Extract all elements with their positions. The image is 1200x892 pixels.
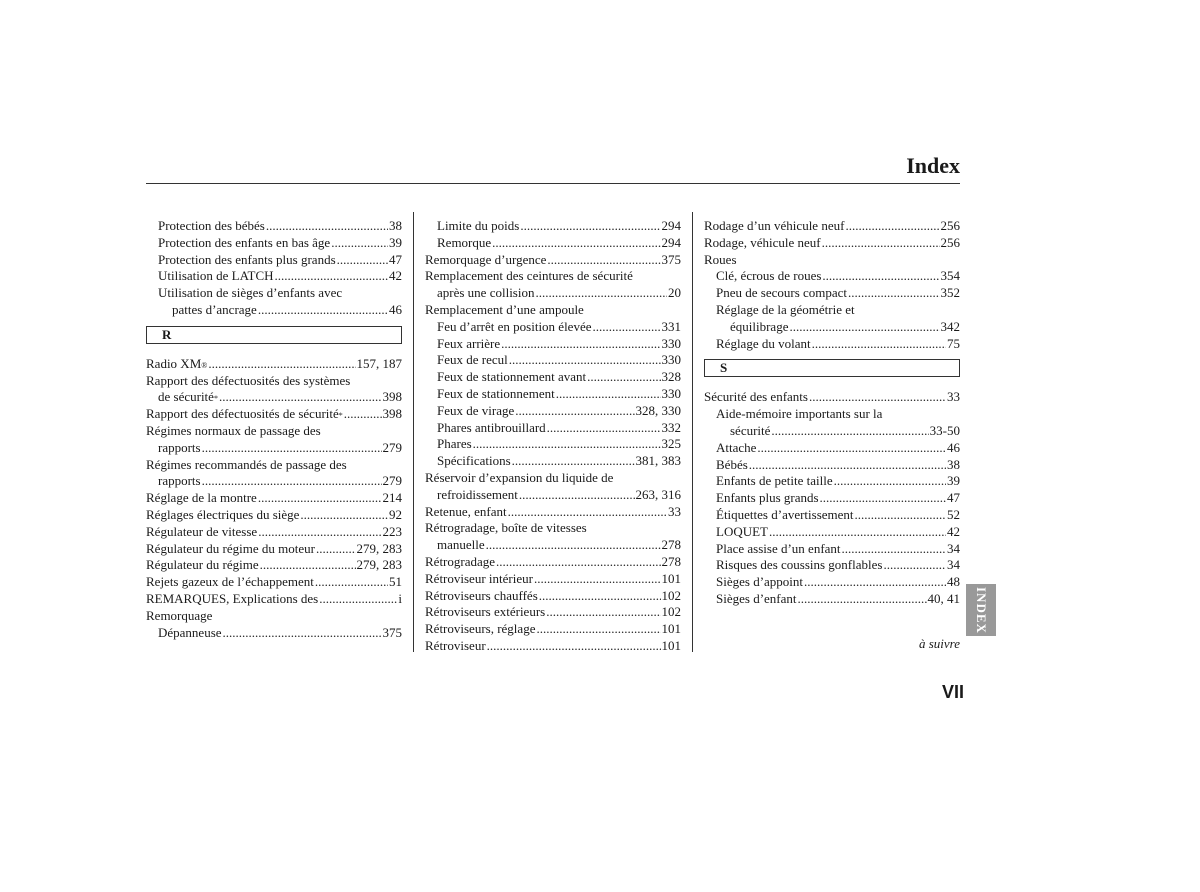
index-entry (146, 302, 402, 319)
page-reference[interactable]: 279, 283 (356, 557, 402, 573)
index-term: Phares antibrouillard (437, 419, 546, 435)
page-reference[interactable]: 34 (947, 557, 960, 573)
page-reference[interactable]: 325 (661, 436, 681, 452)
index-term: après une collision (437, 285, 535, 301)
dot-leader (515, 403, 634, 420)
index-entry (425, 436, 681, 453)
index-entry (704, 541, 960, 558)
index-term: Remorquage (146, 607, 213, 623)
index-entry (146, 268, 402, 285)
index-term: Place assise d’un enfant (716, 540, 841, 556)
dot-leader (316, 541, 356, 558)
index-entry (146, 608, 402, 625)
index-term: refroidissement (437, 486, 518, 502)
page-reference[interactable]: 42 (947, 523, 960, 539)
index-term: Sécurité des enfants (704, 389, 808, 405)
page-reference[interactable]: 33-50 (929, 422, 960, 438)
index-entry (425, 554, 681, 571)
index-entry (704, 406, 960, 423)
page-reference[interactable]: 279 (382, 473, 402, 489)
dot-leader (258, 302, 388, 319)
page-reference[interactable]: 20 (668, 285, 681, 301)
spacer (146, 319, 402, 326)
page-reference[interactable]: i (398, 590, 402, 606)
index-term: Régimes normaux de passage des (146, 422, 321, 438)
index-entry (425, 268, 681, 285)
index-term: Phares (437, 436, 472, 452)
index-term: Régulateur du régime (146, 557, 259, 573)
dot-leader (509, 352, 661, 369)
page-reference[interactable]: 294 (661, 234, 681, 250)
index-term: Réglage du volant (716, 335, 811, 351)
index-term: Rapport des défectuosités de sécurité (146, 406, 339, 422)
dot-leader (275, 268, 388, 285)
page-reference[interactable]: 223 (382, 523, 402, 539)
dot-leader (337, 252, 388, 269)
page-reference[interactable]: 256 (940, 218, 960, 233)
dot-leader (546, 604, 660, 621)
index-term: Protection des enfants plus grands (158, 251, 336, 267)
continued-note: à suivre (918, 636, 960, 651)
dot-leader (258, 524, 381, 541)
page-reference[interactable]: 47 (389, 251, 402, 267)
index-entry (704, 591, 960, 608)
dot-leader (845, 218, 939, 235)
index-term: Feux de virage (437, 402, 515, 418)
index-entry (425, 537, 681, 554)
index-term: Sièges d’enfant (716, 590, 797, 606)
index-term: Rétroviseurs chauffés (425, 587, 538, 603)
spacer (704, 377, 960, 389)
index-entry (425, 420, 681, 437)
page-reference[interactable]: 330 (661, 352, 681, 368)
page-reference[interactable]: 328, 330 (635, 402, 681, 418)
index-tab-label: INDEX (974, 586, 989, 634)
dot-leader (473, 436, 661, 453)
dot-leader (219, 389, 382, 406)
dot-leader (855, 507, 946, 524)
index-entry (146, 252, 402, 269)
index-entry (146, 373, 402, 390)
index-term: Rodage d’un véhicule neuf (704, 218, 845, 233)
dot-leader (520, 218, 660, 235)
index-entry (704, 336, 960, 353)
index-entry (425, 285, 681, 302)
dot-leader (535, 285, 667, 302)
page-reference[interactable]: 101 (661, 621, 681, 637)
index-term: Rétroviseur intérieur (425, 570, 533, 586)
index-term: Dépanneuse (158, 624, 222, 640)
index-term: Feux arrière (437, 335, 501, 351)
index-entry (704, 389, 960, 406)
dot-leader (534, 571, 661, 588)
dot-leader (208, 356, 355, 373)
index-term: Protection des bébés (158, 218, 265, 233)
index-term: Attache (716, 439, 757, 455)
page-reference[interactable]: 331 (661, 318, 681, 334)
index-term: Retenue, enfant (425, 503, 507, 519)
dot-leader (834, 473, 946, 490)
page-reference[interactable]: 48 (947, 574, 960, 590)
index-term: manuelle (437, 537, 485, 553)
index-term: Régimes recommandés de passage des (146, 456, 347, 472)
dot-leader (202, 440, 382, 457)
dot-leader (822, 268, 939, 285)
index-entry (146, 507, 402, 524)
index-term: Protection des enfants en bas âge (158, 234, 331, 250)
index-term: Clé, écrous de roues (716, 268, 822, 284)
page-reference[interactable]: 42 (389, 268, 402, 284)
index-term: Limite du poids (437, 218, 520, 233)
dot-leader (331, 235, 388, 252)
page-reference[interactable]: 278 (661, 553, 681, 569)
index-entry (146, 625, 402, 642)
page-reference[interactable]: 256 (940, 234, 960, 250)
index-term: Réglage de la montre (146, 490, 257, 506)
page-reference[interactable]: 375 (382, 624, 402, 640)
dot-leader (223, 625, 382, 642)
dot-leader (848, 285, 939, 302)
index-term: Pneu de secours compact (716, 285, 848, 301)
index-term: Réservoir d’expansion du liquide de (425, 469, 614, 485)
index-term: Bébés (716, 456, 748, 472)
page-reference[interactable]: 102 (661, 587, 681, 603)
page-reference[interactable]: 328 (661, 369, 681, 385)
index-entry (146, 541, 402, 558)
page-reference[interactable]: 51 (389, 574, 402, 590)
index-term: Étiquettes d’avertissement (716, 506, 854, 522)
index-term: Utilisation de LATCH (158, 268, 274, 284)
index-term: Spécifications (437, 453, 511, 469)
index-term: Remplacement des ceintures de sécurité (425, 268, 633, 284)
index-entry (704, 440, 960, 457)
index-term: rapports (158, 439, 201, 455)
index-term: Enfants plus grands (716, 490, 819, 506)
page-reference[interactable]: 46 (947, 439, 960, 455)
dot-leader (749, 457, 946, 474)
index-entry (425, 352, 681, 369)
index-term: Feux de stationnement avant (437, 369, 587, 385)
index-entry (704, 473, 960, 490)
index-entry (146, 490, 402, 507)
section-letter-box: R (146, 326, 402, 344)
index-term: Feux de recul (437, 352, 508, 368)
index-entry (425, 453, 681, 470)
dot-leader (315, 574, 388, 591)
page-reference[interactable]: 34 (947, 540, 960, 556)
index-term: Remplacement d’une ampoule (425, 301, 584, 317)
index-term: LOQUET (716, 523, 768, 539)
page-reference[interactable]: 381, 383 (635, 453, 681, 469)
index-entry (146, 457, 402, 474)
page-reference[interactable]: 342 (940, 318, 960, 334)
index-term: Réglage de la géométrie et (716, 301, 855, 317)
column-divider (692, 212, 693, 652)
index-entry (425, 520, 681, 537)
index-term: Rodage, véhicule neuf (704, 234, 821, 250)
index-term: Rejets gazeux de l’échappement (146, 574, 314, 590)
dot-leader (258, 490, 382, 507)
dot-leader (556, 386, 661, 403)
index-term: Sièges d’appoint (716, 574, 804, 590)
page-reference[interactable]: 33 (947, 389, 960, 405)
page-reference[interactable]: 102 (661, 604, 681, 620)
index-entry (704, 218, 960, 235)
dot-leader (486, 537, 661, 554)
dot-leader (536, 621, 660, 638)
index-entry (425, 218, 681, 235)
index-entry (425, 588, 681, 605)
spacer (146, 344, 402, 356)
dot-leader (757, 440, 946, 457)
page-reference[interactable]: 375 (661, 251, 681, 267)
page-reference[interactable]: 40, 41 (927, 590, 960, 606)
index-entry (704, 319, 960, 336)
page-reference[interactable]: 398 (382, 389, 402, 405)
dot-leader (771, 423, 928, 440)
page-reference[interactable]: 33 (668, 503, 681, 519)
index-term: sécurité (730, 422, 771, 438)
dot-leader (547, 420, 661, 437)
page-reference[interactable]: 39 (389, 234, 402, 250)
index-term: de sécurité (158, 389, 214, 405)
index-entry (425, 336, 681, 353)
page-reference[interactable]: 38 (389, 218, 402, 233)
index-term: Rétroviseur (425, 637, 486, 653)
index-term: Roues (704, 251, 737, 267)
page-reference[interactable]: 263, 316 (635, 486, 681, 502)
dot-leader (496, 554, 660, 571)
index-term: Rétrogradage (425, 553, 496, 569)
dot-leader (547, 252, 660, 269)
index-entry (425, 235, 681, 252)
page-reference[interactable]: 332 (661, 419, 681, 435)
index-entry (146, 524, 402, 541)
spacer (704, 352, 960, 359)
column-divider (413, 212, 414, 652)
index-entry (146, 473, 402, 490)
index-term: pattes d’ancrage (172, 301, 257, 317)
index-column-3 (704, 218, 960, 608)
index-term: Régulateur de vitesse (146, 523, 258, 539)
index-entry (146, 218, 402, 235)
index-term: Remorque (437, 234, 492, 250)
dot-leader (519, 487, 635, 504)
index-entry (704, 457, 960, 474)
index-tab[interactable] (966, 584, 996, 636)
dot-leader (883, 557, 946, 574)
index-term: Radio XM (146, 355, 202, 371)
dot-leader (300, 507, 388, 524)
page-reference[interactable]: 157, 187 (356, 355, 402, 371)
index-entry (425, 504, 681, 521)
page-reference[interactable]: 354 (940, 268, 960, 284)
index-entry (704, 507, 960, 524)
page-reference[interactable]: 47 (947, 490, 960, 506)
index-entry (146, 235, 402, 252)
dot-leader (260, 557, 356, 574)
dot-leader (266, 218, 388, 235)
index-entry (704, 557, 960, 574)
dot-leader (804, 574, 946, 591)
index-entry (425, 487, 681, 504)
dot-leader (501, 336, 660, 353)
index-entry (425, 470, 681, 487)
index-entry (425, 252, 681, 269)
index-entry (704, 574, 960, 591)
index-term: Risques des coussins gonflables (716, 557, 883, 573)
dot-leader (822, 235, 940, 252)
index-term: rapports (158, 473, 201, 489)
index-term: Feux de stationnement (437, 385, 555, 401)
index-entry (704, 285, 960, 302)
dot-leader (812, 336, 946, 353)
dot-leader (508, 504, 667, 521)
index-column-1 (146, 218, 402, 641)
page-reference[interactable]: 101 (661, 570, 681, 586)
index-entry (146, 285, 402, 302)
title-divider (146, 183, 960, 184)
dot-leader (587, 369, 660, 386)
section-letter-box: S (704, 359, 960, 377)
index-entry: Rapport des défectuosités de sécurité * ..... 398 (146, 406, 402, 423)
index-entry (704, 235, 960, 252)
index-entry (704, 490, 960, 507)
page-reference[interactable]: 52 (947, 506, 960, 522)
dot-leader (344, 406, 382, 423)
index-term: Utilisation de sièges d’enfants avec (158, 285, 343, 301)
index-entry (704, 524, 960, 541)
index-term: Réglages électriques du siège (146, 506, 300, 522)
index-entry (425, 302, 681, 319)
index-term: REMARQUES, Explications des (146, 590, 319, 606)
index-entry (425, 403, 681, 420)
dot-leader (842, 541, 946, 558)
page-reference[interactable]: 38 (947, 456, 960, 472)
page-reference[interactable]: 279, 283 (356, 540, 402, 556)
index-entry (146, 591, 402, 608)
index-entry: de sécurité * ..... 398 (146, 389, 402, 406)
index-entry (425, 604, 681, 621)
dot-leader (539, 588, 661, 605)
index-entry (146, 574, 402, 591)
index-entry (425, 369, 681, 386)
dot-leader (593, 319, 661, 336)
page-reference[interactable]: 39 (947, 473, 960, 489)
page-number: VII (942, 682, 965, 702)
page-reference[interactable]: 330 (661, 385, 681, 401)
page-reference[interactable]: 279 (382, 439, 402, 455)
index-entry (704, 268, 960, 285)
index-entry (146, 423, 402, 440)
index-entry: Radio XM ® ..... 157, 187 (146, 356, 402, 373)
index-term: Enfants de petite taille (716, 473, 833, 489)
page-reference[interactable]: 92 (389, 506, 402, 522)
index-column-2 (425, 218, 681, 655)
page-title: Index (906, 153, 960, 178)
dot-leader (487, 638, 661, 655)
index-entry (425, 386, 681, 403)
page-reference[interactable]: 214 (382, 490, 402, 506)
index-term: Rétrogradage, boîte de vitesses (425, 520, 587, 536)
dot-leader (492, 235, 660, 252)
page-reference[interactable]: 278 (661, 537, 681, 553)
dot-leader (512, 453, 635, 470)
index-term: Régulateur du régime du moteur (146, 540, 315, 556)
index-entry (704, 252, 960, 269)
index-term: Rapport des défectuosités des systèmes (146, 372, 351, 388)
page-reference[interactable]: 101 (661, 637, 681, 653)
page-reference[interactable]: 398 (382, 406, 402, 422)
index-entry (425, 621, 681, 638)
dot-leader (769, 524, 946, 541)
page-reference[interactable]: 352 (940, 285, 960, 301)
dot-leader (202, 473, 382, 490)
index-term: Feu d’arrêt en position élevée (437, 318, 592, 334)
index-term: équilibrage (730, 318, 789, 334)
index-entry (425, 319, 681, 336)
dot-leader (809, 389, 946, 406)
dot-leader (789, 319, 939, 336)
index-term: Rétroviseurs, réglage (425, 621, 536, 637)
index-entry (146, 440, 402, 457)
dot-leader (798, 591, 927, 608)
dot-leader (319, 591, 397, 608)
index-entry (425, 571, 681, 588)
index-entry (704, 423, 960, 440)
index-term: Aide-mémoire importants sur la (716, 406, 883, 422)
page-reference[interactable]: 46 (389, 301, 402, 317)
page-reference[interactable]: 294 (661, 218, 681, 233)
dot-leader (820, 490, 946, 507)
index-entry (146, 557, 402, 574)
page-reference[interactable]: 330 (661, 335, 681, 351)
page-reference[interactable]: 75 (947, 335, 960, 351)
index-term: Rétroviseurs extérieurs (425, 604, 546, 620)
index-term: Remorquage d’urgence (425, 251, 547, 267)
index-entry (704, 302, 960, 319)
index-entry (425, 638, 681, 655)
